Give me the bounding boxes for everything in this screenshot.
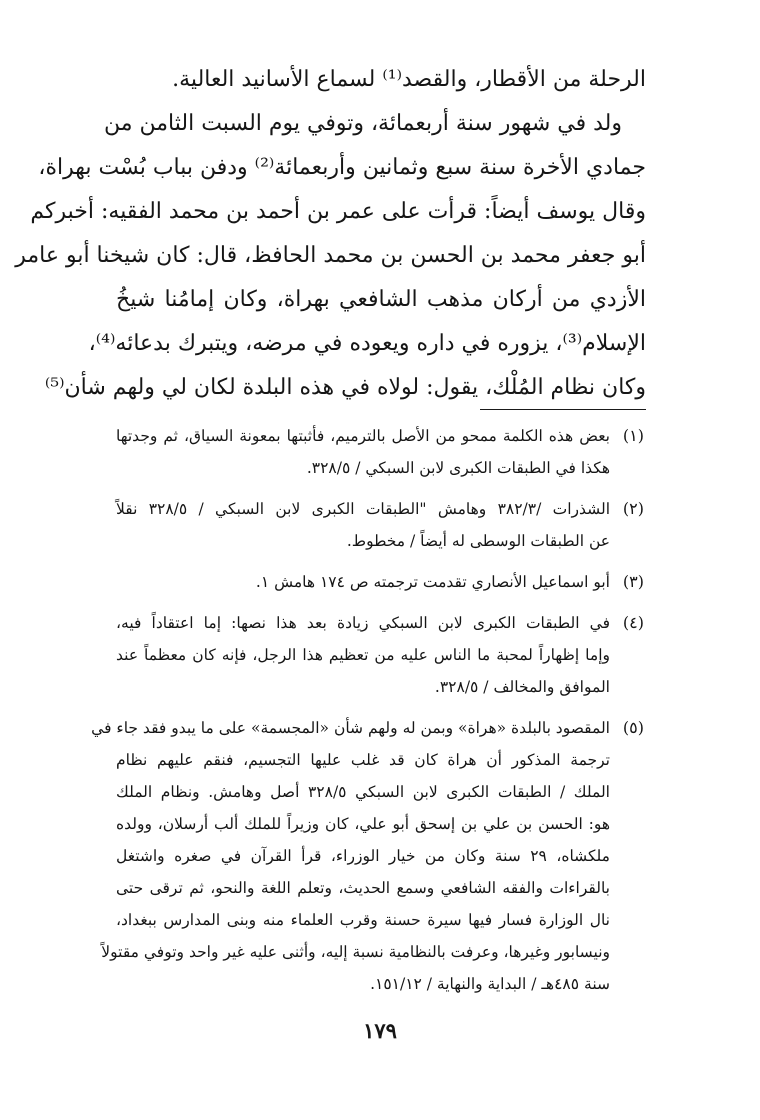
main-text-line: الأزدي من أركان مذهب الشافعي بهراة، وكان إمامُنا شيخُ bbox=[116, 287, 646, 312]
footnote-line: سنة ٤٨٥هـ / البداية والنهاية / ١٥١/١٢. bbox=[370, 975, 610, 993]
main-text-line: وقال يوسف أيضاً: قرأت على عمر بن أحمد بن محمد الفقيه: أخبركم bbox=[30, 199, 646, 224]
main-text-block bbox=[15, 58, 646, 410]
footnote-line: هكذا في الطبقات الكبرى لابن السبكي / ٣٢٨/٥. bbox=[306, 459, 610, 477]
footnotes-section bbox=[91, 420, 644, 1009]
footnote-line: في الطبقات الكبرى لابن السبكي زيادة بعد هذا نصها: إما اعتقاداً فيه، bbox=[116, 614, 610, 632]
footnote-number: (٤) bbox=[622, 613, 644, 632]
footnote-line: عن الطبقات الوسطى له أيضاً / مخطوط. bbox=[346, 532, 610, 550]
footnote-1 bbox=[116, 420, 644, 484]
main-text-line: وكان نظام المُلْك، يقول: لولاه في هذه البلدة لكان لي ولهم شأن⁽⁵⁾ bbox=[44, 375, 646, 400]
footnote-line: الموافق والمخالف / ٣٢٨/٥. bbox=[434, 678, 610, 696]
footnote-line: وإما إظهاراً لمحبة ما الناس عليه من تعظيم هذا الرجل، فإنه كان معظماً عند bbox=[116, 646, 610, 664]
main-text-line: الرحلة من الأقطار، والقصد⁽¹⁾ لسماع الأسانيد العالية. bbox=[172, 67, 646, 92]
footnote-line: أبو اسماعيل الأنصاري تقدمت ترجمته ص ١٧٤ هامش ١. bbox=[255, 573, 610, 591]
footnote-line: بالقراءات والفقه الشافعي وسمع الحديث، وتعلم اللغة والنحو، ثم ترقى حتى bbox=[116, 879, 610, 897]
footnote-line: ونيسابور وغيرها، وعرفت بالنظامية نسبة إليه، وأثنى عليه غير واحد وتوفي مقتولاً bbox=[101, 943, 610, 961]
footnote-line: بعض هذه الكلمة ممحو من الأصل بالترميم، فأثبتها بمعونة السياق، ثم وجدتها bbox=[116, 427, 610, 445]
footnote-line: الملك / الطبقات الكبرى لابن السبكي ٣٢٨/٥ أصل وهامش. ونظام الملك bbox=[116, 783, 610, 801]
footnote-line: المقصود بالبلدة «هراة» وبمن له ولهم شأن «المجسمة» على ما يبدو فقد جاء في bbox=[91, 719, 610, 737]
footnote-number: (٣) bbox=[622, 572, 644, 591]
footnote-2 bbox=[116, 493, 644, 557]
footnote-number: (٥) bbox=[622, 718, 644, 737]
footnote-5 bbox=[91, 712, 644, 1000]
footnote-number: (٢) bbox=[622, 499, 644, 518]
footnote-line: ملكشاه، ٢٩ سنة وكان من خيار الوزراء، قرأ القرآن في صغره واشتغل bbox=[116, 847, 610, 865]
footnote-separator bbox=[480, 409, 646, 410]
main-text-line: ولد في شهور سنة أربعمائة، وتوفي يوم السبت الثامن من bbox=[104, 111, 622, 136]
main-text-line: أبو جعفر محمد بن الحسن بن محمد الحافظ، قال: كان شيخنا أبو عامر bbox=[15, 243, 646, 268]
footnote-line: الشذرات /٣٨٢/٣ وهامش "الطبقات الكبرى لابن السبكي / ٣٢٨/٥ نقلاً bbox=[116, 500, 610, 518]
footnote-4 bbox=[116, 607, 644, 703]
footnote-line: ترجمة المذكور أن هراة كان قد غلب عليها التجسيم، فنقم عليهم نظام bbox=[116, 751, 610, 769]
footnote-number: (١) bbox=[622, 426, 644, 445]
main-text-line: جمادي الأخرة سنة سبع وثمانين وأربعمائة⁽²⁾ ودفن بباب بُسْت بهراة، bbox=[38, 155, 646, 180]
page-number: ١٧٩ bbox=[363, 1018, 397, 1043]
footnote-3 bbox=[116, 566, 644, 598]
footnote-line: هو: الحسن بن علي بن إسحق أبو علي، كان وزيراً للملك ألب أرسلان، وولده bbox=[116, 815, 610, 833]
footnote-line: نال الوزارة فسار فيها سيرة حسنة وقرب العلماء منه وبنى المدارس ببغداد، bbox=[116, 911, 610, 929]
main-text-line: الإسلام⁽³⁾، يزوره في داره ويعوده في مرضه، ويتبرك بدعائه⁽⁴⁾، bbox=[88, 331, 646, 356]
